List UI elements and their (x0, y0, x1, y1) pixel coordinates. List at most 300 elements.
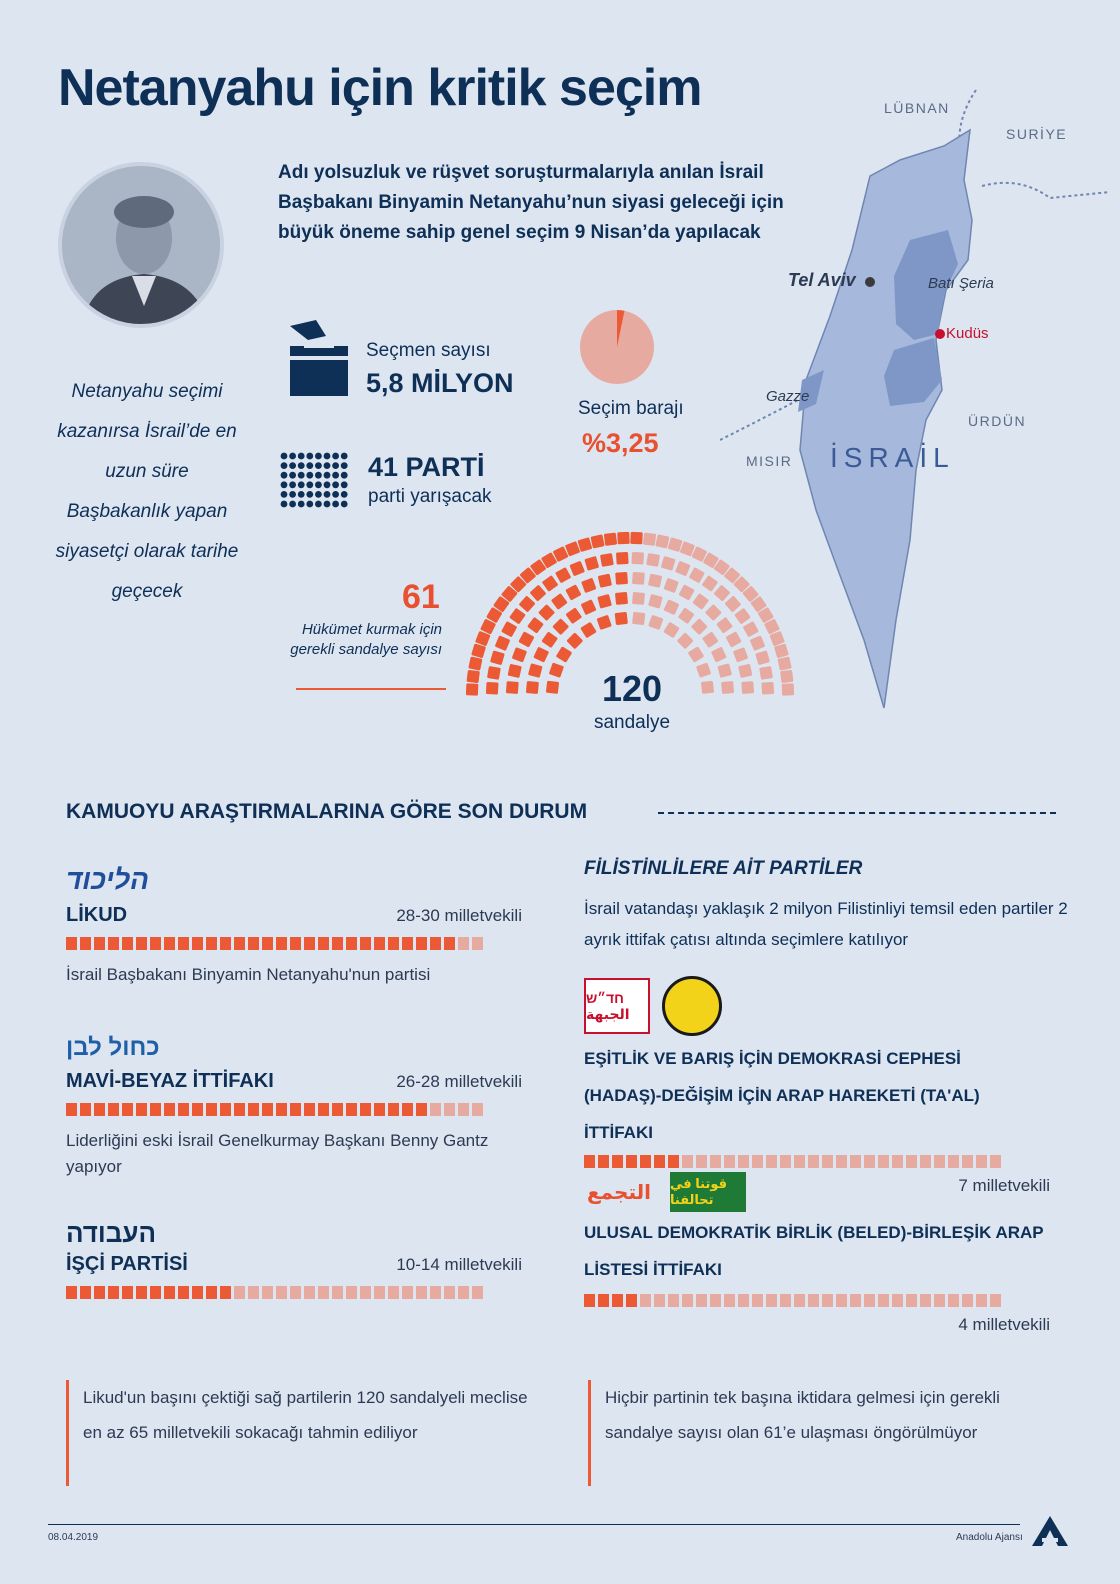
parliament-seat (615, 612, 628, 625)
parliament-seat (509, 608, 526, 625)
side-quote: Netanyahu seçimi kazanırsa İsrail’de en uzun süre Başbakanlık yapan siyasetçi olarak tarihe geçecek (55, 381, 239, 602)
party-dot (341, 491, 348, 498)
ballot-box-icon (286, 316, 352, 398)
party-dot (306, 472, 313, 479)
seat-block (612, 1294, 623, 1307)
seat-block (66, 1103, 77, 1116)
parliament-seat (549, 663, 564, 678)
seat-block (472, 937, 483, 950)
party-dot (289, 501, 296, 508)
seat-block (318, 1286, 329, 1299)
seat-block (150, 937, 161, 950)
seat-block (682, 1155, 693, 1168)
parliament-seat (565, 584, 581, 600)
map-label-misir: MISIR (746, 453, 793, 469)
parliament-seat (631, 552, 644, 565)
seat-block (962, 1294, 973, 1307)
seat-block (318, 937, 329, 950)
party-dot (341, 481, 348, 488)
tel-aviv-marker (865, 277, 875, 287)
seat-bar (584, 1155, 1050, 1168)
party-dot (315, 491, 322, 498)
seat-block (822, 1294, 833, 1307)
party-dot (341, 453, 348, 460)
parliament-seat (581, 578, 596, 593)
parliament-seat (677, 632, 694, 649)
seat-block (990, 1294, 1001, 1307)
parliament-seat (590, 534, 604, 548)
seat-block (444, 937, 455, 950)
seat-block (164, 1103, 175, 1116)
seat-block (346, 937, 357, 950)
party-dot (298, 453, 305, 460)
alliance-seats: 7 milletvekili (958, 1176, 1050, 1195)
party-mavi-beyaz (66, 1034, 522, 1180)
parliament-seat (471, 643, 486, 658)
avoda-logo: העבודה (66, 1218, 157, 1248)
parliament-seat (580, 622, 597, 639)
seat-bar (66, 937, 522, 950)
seat-block (388, 937, 399, 950)
parliament-seat (487, 666, 501, 680)
seat-block (80, 937, 91, 950)
seat-block (458, 1286, 469, 1299)
seat-block (584, 1155, 595, 1168)
seat-block (220, 937, 231, 950)
party-dot (306, 501, 313, 508)
party-dot (281, 501, 288, 508)
parliament-seat (678, 584, 694, 600)
parliament-seat (630, 532, 642, 544)
seat-block (948, 1294, 959, 1307)
date-label: 08.04.2019 (48, 1532, 99, 1543)
seat-block (780, 1294, 791, 1307)
parliament-seat (632, 572, 645, 585)
balad-logo: التجمع (586, 1181, 651, 1204)
map-label-tel-aviv: Tel Aviv (788, 270, 856, 290)
seat-block (192, 1286, 203, 1299)
party-dot (298, 481, 305, 488)
seat-block (822, 1155, 833, 1168)
border-line (720, 400, 798, 440)
seat-block (122, 937, 133, 950)
seat-block (696, 1155, 707, 1168)
parliament-seat (702, 575, 719, 592)
seat-block (906, 1294, 917, 1307)
seat-block (136, 1103, 147, 1116)
party-dot (289, 481, 296, 488)
seat-block (458, 1103, 469, 1116)
party-dot (341, 501, 348, 508)
seat-block (360, 937, 371, 950)
seat-block (430, 1103, 441, 1116)
seat-block (262, 1103, 273, 1116)
seat-block (150, 1103, 161, 1116)
parliament-seat (501, 621, 517, 637)
parliament-seat (675, 561, 691, 577)
seat-block (248, 1103, 259, 1116)
footer-note-text: Hiçbir partinin tek başına iktidara gelmesi için gerekli sandalye sayısı olan 61’e ulaşması öngörülmüyor (605, 1388, 1000, 1442)
seat-block (598, 1155, 609, 1168)
parliament-seat (508, 664, 522, 678)
parliament-seat (551, 593, 568, 610)
alliance-name-line1: EŞİTLİK VE BARIŞ İÇİN DEMOKRASİ CEPHESİ (584, 1049, 961, 1068)
majority-pointer-line (296, 688, 446, 690)
seat-block (738, 1155, 749, 1168)
seat-block (962, 1155, 973, 1168)
seat-block (724, 1155, 735, 1168)
party-dot (332, 453, 339, 460)
seat-block (290, 937, 301, 950)
seat-block (458, 937, 469, 950)
seat-block (752, 1294, 763, 1307)
seat-block (668, 1294, 679, 1307)
hadash-logo: חד״ש الجبهة (584, 978, 650, 1034)
party-dot (332, 462, 339, 469)
accent-bar (66, 1380, 69, 1486)
parliament-seat (541, 631, 558, 648)
parliament-seat (581, 599, 597, 615)
seat-block (668, 1155, 679, 1168)
alliance-hadash (584, 976, 1050, 1196)
party-dot (289, 491, 296, 498)
parliament-seat (615, 572, 628, 585)
parliament-seat (678, 607, 695, 624)
seat-block (808, 1155, 819, 1168)
seat-block (976, 1294, 987, 1307)
seat-block (738, 1294, 749, 1307)
threshold-label: Seçim barajı (578, 398, 684, 419)
parliament-seat (569, 561, 585, 577)
seat-block (864, 1294, 875, 1307)
seat-block (374, 1103, 385, 1116)
seat-block (318, 1103, 329, 1116)
parties-label: parti yarışacak (368, 486, 492, 507)
seat-bar (66, 1286, 522, 1299)
parliament-seat (701, 681, 714, 694)
seat-block (948, 1155, 959, 1168)
parliament-seat (468, 656, 482, 670)
parliament-seat (490, 650, 505, 665)
seat-block (640, 1294, 651, 1307)
parliament-seat (661, 556, 676, 571)
seat-block (850, 1155, 861, 1168)
seat-block (304, 1286, 315, 1299)
seat-block (612, 1155, 623, 1168)
party-dot (281, 491, 288, 498)
bottom-rule (48, 1524, 1020, 1525)
seat-block (108, 1103, 119, 1116)
parliament-seat (692, 593, 709, 610)
seat-bar (66, 1103, 522, 1116)
parliament-seat (526, 681, 539, 694)
parliament-seat (655, 534, 669, 548)
parliament-seat (691, 618, 708, 635)
seat-block (192, 937, 203, 950)
page-title: Netanyahu için kritik seçim (58, 59, 702, 117)
seat-block (416, 1103, 427, 1116)
parliament-seat (597, 594, 612, 609)
alliance-name-line1: ULUSAL DEMOKRATİK BİRLİK (BELED)-BİRLEŞİK ARAP (584, 1223, 1044, 1242)
parliament-seat (519, 596, 536, 613)
seat-block (920, 1294, 931, 1307)
border-line (982, 183, 1110, 198)
seat-block (276, 1103, 287, 1116)
seat-block (220, 1286, 231, 1299)
party-dot (298, 472, 305, 479)
parliament-seat (688, 646, 705, 663)
alliance-name-line2: LİSTESİ İTTİFAKI (584, 1260, 722, 1279)
parliament-seat (702, 631, 719, 648)
party-dot (324, 453, 331, 460)
party-dot (315, 481, 322, 488)
parliament-seat (696, 663, 711, 678)
map-label-kudus: Kudüs (946, 325, 989, 342)
seat-block (80, 1103, 91, 1116)
seat-block (206, 937, 217, 950)
parliament-seat (530, 585, 547, 602)
parliament-seat (467, 670, 480, 683)
parliament-seat (512, 647, 527, 662)
seat-block (444, 1286, 455, 1299)
parliament-seat (466, 683, 478, 695)
parliament-seat (617, 532, 629, 544)
seat-block (710, 1294, 721, 1307)
seat-block (94, 1103, 105, 1116)
seat-block (766, 1294, 777, 1307)
seat-block (164, 1286, 175, 1299)
parliament-seat (615, 592, 628, 605)
seat-block (444, 1103, 455, 1116)
party-dot (306, 481, 313, 488)
party-dot (281, 481, 288, 488)
kahol-lavan-logo: כחול לבן (66, 1034, 160, 1061)
seat-block (276, 1286, 287, 1299)
raam-logo: قوتنا في تحالفنا (670, 1172, 746, 1212)
party-dot (324, 501, 331, 508)
seat-block (598, 1294, 609, 1307)
seat-block (66, 937, 77, 950)
party-dot (315, 472, 322, 479)
parliament-seat (663, 622, 680, 639)
seat-block (332, 937, 343, 950)
parliament-seat (552, 618, 569, 635)
voters-label: Seçmen sayısı (366, 340, 491, 361)
seat-block (430, 1286, 441, 1299)
seat-block (276, 937, 287, 950)
seat-block (626, 1294, 637, 1307)
seat-block (248, 1286, 259, 1299)
parliament-seat (577, 537, 592, 552)
seat-block (906, 1155, 917, 1168)
taal-logo (662, 976, 722, 1036)
palestinian-title: FİLİSTİNLİLERE AİT PARTİLER (584, 858, 863, 879)
seat-block (206, 1103, 217, 1116)
seat-block (332, 1103, 343, 1116)
seat-block (878, 1294, 889, 1307)
parliament-seat (527, 617, 544, 634)
seat-block (626, 1155, 637, 1168)
agency-logo-icon (1030, 1514, 1070, 1548)
seat-block (920, 1155, 931, 1168)
seat-block (346, 1103, 357, 1116)
seat-block (584, 1294, 595, 1307)
party-seats: 26-28 milletvekili (396, 1072, 522, 1091)
seat-block (780, 1155, 791, 1168)
parliament-seat (556, 646, 573, 663)
party-dot (298, 462, 305, 469)
parliament-seat (663, 599, 679, 615)
seat-block (654, 1155, 665, 1168)
seat-block (794, 1155, 805, 1168)
threshold-pie-chart (578, 308, 656, 386)
footer-note-left (66, 1380, 543, 1486)
party-dot (298, 491, 305, 498)
seat-block (850, 1294, 861, 1307)
seat-block (346, 1286, 357, 1299)
seat-block (654, 1294, 665, 1307)
seat-block (122, 1286, 133, 1299)
accent-bar (588, 1380, 591, 1486)
parliament-seat (616, 552, 629, 565)
seat-block (416, 937, 427, 950)
seat-block (248, 937, 259, 950)
likud-logo: הליכוד (66, 864, 150, 895)
seat-block (388, 1103, 399, 1116)
party-dot (332, 501, 339, 508)
party-description: İsrail Başbakanı Binyamin Netanyahu'nun partisi (66, 965, 431, 984)
parties-value: 41 PARTİ (368, 452, 485, 482)
party-dot (306, 491, 313, 498)
seat-block (332, 1286, 343, 1299)
map-label-israil: İSRAİL (830, 442, 955, 473)
seat-block (150, 1286, 161, 1299)
party-dot (306, 462, 313, 469)
seat-block (878, 1155, 889, 1168)
seat-block (808, 1294, 819, 1307)
seat-block (402, 1286, 413, 1299)
parliament-seat (518, 631, 534, 647)
party-dot (281, 462, 288, 469)
seat-block (682, 1294, 693, 1307)
seat-block (430, 937, 441, 950)
palestinian-description: İsrail vatandaşı yaklaşık 2 milyon Filistinliyi temsil eden partiler 2 ayrık ittifak çatısı altında seçimlere katılıyor (584, 899, 1068, 949)
seat-block (290, 1286, 301, 1299)
seat-block (696, 1294, 707, 1307)
seat-block (766, 1155, 777, 1168)
party-dot (289, 453, 296, 460)
party-dot (324, 491, 331, 498)
seat-block (990, 1155, 1001, 1168)
map-label-bati-seria: Batı Şeria (928, 275, 994, 292)
map-label-urdun: ÜRDÜN (968, 413, 1027, 429)
parliament-seat (648, 615, 663, 630)
seat-block (892, 1155, 903, 1168)
party-dot (298, 501, 305, 508)
parties-dots-icon (280, 452, 350, 510)
seat-bar (584, 1294, 1050, 1307)
parliament-seat (643, 533, 656, 546)
party-dot (315, 453, 322, 460)
seat-block (136, 937, 147, 950)
seat-block (178, 937, 189, 950)
parliament-seat (604, 533, 617, 546)
seat-block (94, 1286, 105, 1299)
party-dot (332, 481, 339, 488)
parliament-seat (663, 578, 678, 593)
majority-value: 61 (402, 578, 440, 616)
total-seats-value: 120 (601, 668, 663, 709)
map-label-lubnan: LÜBNAN (884, 100, 950, 116)
seat-block (108, 937, 119, 950)
seat-block (724, 1294, 735, 1307)
seat-block (934, 1155, 945, 1168)
parliament-seat (565, 607, 582, 624)
seat-block (640, 1155, 651, 1168)
threshold-value: %3,25 (582, 428, 659, 458)
seat-block (262, 937, 273, 950)
portrait-photo (58, 162, 224, 328)
parliament-seat (632, 592, 645, 605)
parliament-seat (546, 681, 559, 694)
parliament-seat (668, 537, 683, 552)
seat-block (836, 1294, 847, 1307)
seat-block (234, 1286, 245, 1299)
seat-block (262, 1286, 273, 1299)
party-dot (315, 501, 322, 508)
seat-block (374, 937, 385, 950)
seat-block (794, 1294, 805, 1307)
party-name: MAVİ-BEYAZ İTTİFAKI (66, 1070, 274, 1092)
party-dot (341, 472, 348, 479)
intro-text: Adı yolsuzluk ve rüşvet soruşturmalarıyla anılan İsrail Başbakanı Binyamin Netanyahu’nun siyasi geleceği için büyük öneme sahip genel seçim 9 Nisan’da yapılacak (278, 162, 784, 243)
parliament-seat (648, 594, 663, 609)
parliament-seat (542, 575, 559, 592)
total-seats-label: sandalye (593, 712, 671, 733)
seat-block (360, 1286, 371, 1299)
parliament-seat (495, 635, 511, 651)
seat-block (66, 1286, 77, 1299)
agency-label: Anadolu Ajansı (956, 1532, 1023, 1543)
map-label-suriye: SURİYE (1006, 126, 1068, 142)
party-name: İŞÇİ PARTİSİ (66, 1253, 188, 1275)
seat-block (136, 1286, 147, 1299)
party-dot (289, 472, 296, 479)
parliament-seat (600, 553, 614, 567)
seat-block (416, 1286, 427, 1299)
seat-block (290, 1103, 301, 1116)
party-name: LİKUD (66, 904, 128, 926)
kudus-marker (935, 329, 945, 339)
parliament-seat (597, 615, 612, 630)
israel-shape (800, 130, 972, 708)
seat-block (472, 1103, 483, 1116)
parliament-seat (598, 574, 612, 588)
seat-block (752, 1155, 763, 1168)
party-dot (332, 472, 339, 479)
parliament-seat (506, 681, 519, 694)
parliament-seat (486, 682, 499, 695)
parliament-seat (689, 567, 705, 583)
parliament-seat (566, 632, 583, 649)
parliament-seat (528, 663, 543, 678)
party-dot (281, 453, 288, 460)
person-icon (62, 166, 220, 324)
seat-block (892, 1294, 903, 1307)
seat-block (192, 1103, 203, 1116)
seat-block (360, 1103, 371, 1116)
seat-block (388, 1286, 399, 1299)
